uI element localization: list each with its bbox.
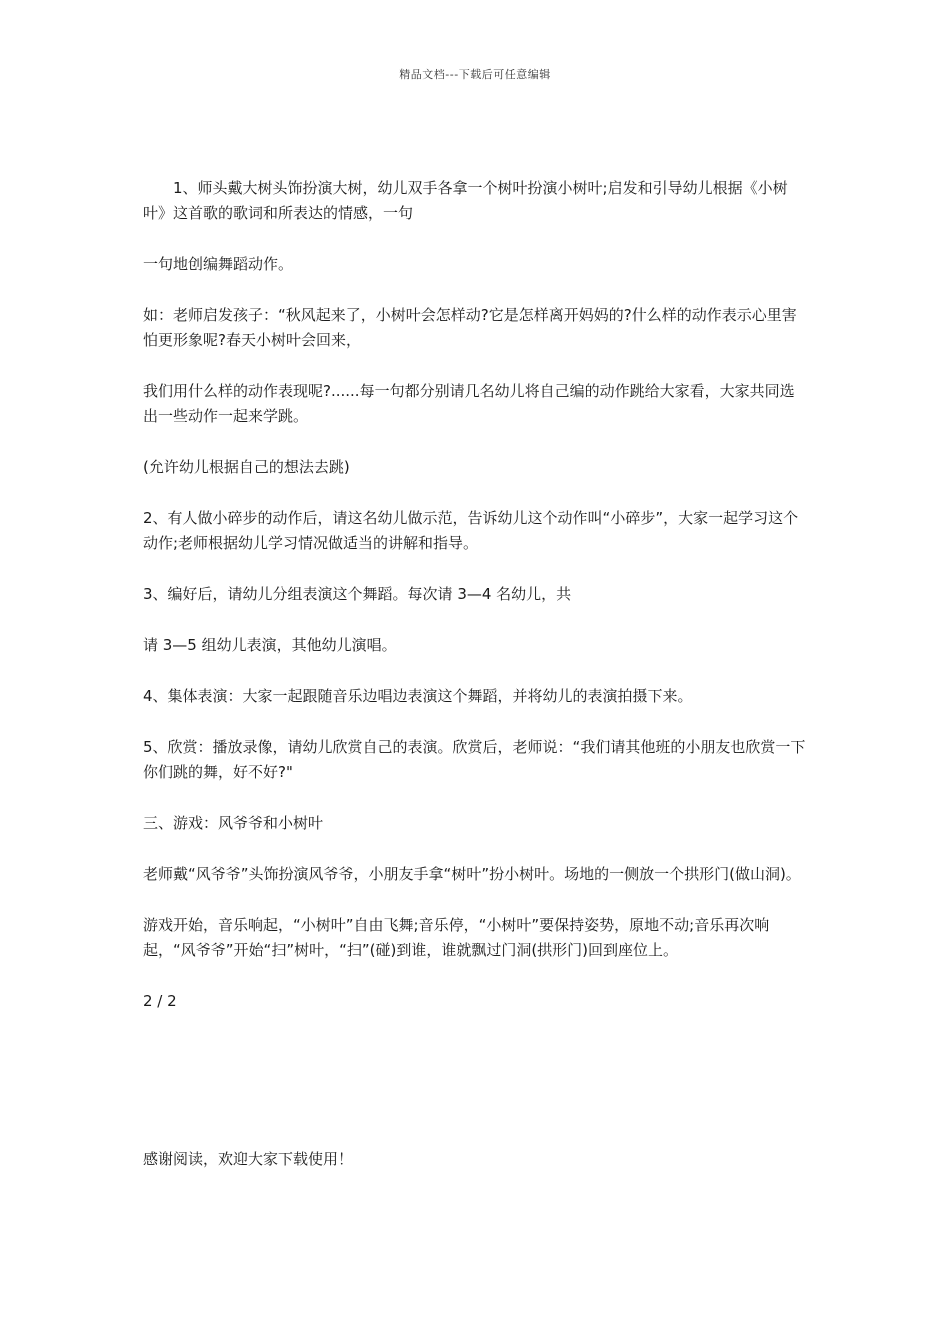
footer-thanks: 感谢阅读，欢迎大家下载使用！ (143, 1150, 354, 1168)
paragraph-activity-3-cont: 请 3—5 组幼儿表演，其他幼儿演唱。 (143, 636, 397, 654)
page-number: 2 / 2 (143, 992, 177, 1010)
section-heading-game: 三、游戏：风爷爷和小树叶 (143, 814, 324, 832)
paragraph-game-rules: 游戏开始，音乐响起，“小树叶”自由飞舞;音乐停，“小树叶”要保持姿势，原地不动;音乐再次响起，“风爷爷”开始“扫”树叶，“扫”(碰)到谁，谁就飘过门洞(拱形门)回到座位上。 (143, 916, 770, 959)
paragraph-example: 如：老师启发孩子：“秋风起来了，小树叶会怎样动?它是怎样离开妈妈的?什么样的动作表示心里害怕更形象呢?春天小树叶会回来， (143, 306, 797, 349)
paragraph-activity-1: 1、师头戴大树头饰扮演大树，幼儿双手各拿一个树叶扮演小树叶;启发和引导幼儿根据《小树叶》这首歌的歌词和所表达的情感，一句 (143, 179, 788, 222)
paragraph-activity-3: 3、编好后，请幼儿分组表演这个舞蹈。每次请 3—4 名幼儿，共 (143, 585, 572, 603)
paragraph-note: (允许幼儿根据自己的想法去跳) (143, 458, 350, 476)
paragraph-activity-5: 5、欣赏：播放录像，请幼儿欣赏自己的表演。欣赏后，老师说：“我们请其他班的小朋友也欣赏一下你们跳的舞，好不好?" (143, 738, 806, 781)
page-header: 精品文档---下载后可任意编辑 (399, 68, 551, 81)
paragraph-activity-4: 4、集体表演：大家一起跟随音乐边唱边表演这个舞蹈，并将幼儿的表演拍摄下来。 (143, 687, 693, 705)
paragraph-activity-2: 2、有人做小碎步的动作后，请这名幼儿做示范，告诉幼儿这个动作叫“小碎步”，大家一起学习这个动作;老师根据幼儿学习情况做适当的讲解和指导。 (143, 509, 799, 552)
paragraph-game-setup: 老师戴“风爷爷”头饰扮演风爷爷，小朋友手拿“树叶”扮小树叶。场地的一侧放一个拱形门(做山洞)。 (143, 865, 801, 883)
paragraph-example-cont: 我们用什么样的动作表现呢?......每一句都分别请几名幼儿将自己编的动作跳给大家看，大家共同选出一些动作一起来学跳。 (143, 382, 795, 425)
document-body (143, 176, 809, 1014)
paragraph-activity-1-cont: 一句地创编舞蹈动作。 (143, 255, 294, 273)
